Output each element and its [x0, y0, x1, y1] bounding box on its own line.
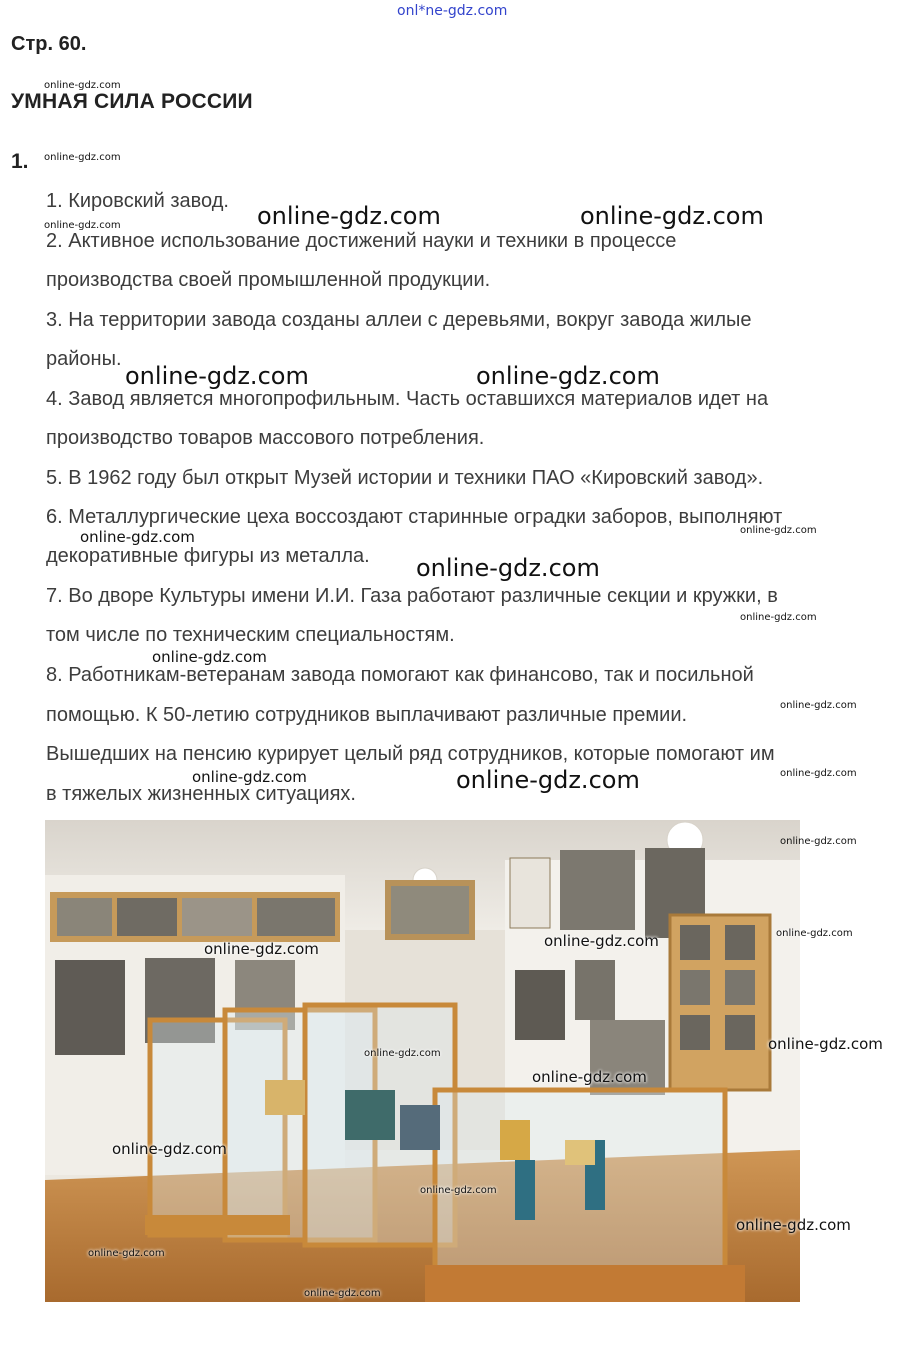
museum-photo — [45, 820, 800, 1302]
top-watermark: onl*ne-gdz.com — [397, 3, 508, 19]
watermark: online-gdz.com — [192, 768, 307, 786]
task-number: 1. — [11, 150, 29, 173]
answer-line: 4. Завод является многопрофильным. Часть оставшихся материалов идет на — [46, 388, 769, 410]
answer-line: 5. В 1962 году был открыт Музей истории и техники ПАО «Кировский завод». — [46, 467, 764, 489]
watermark: online-gdz.com — [112, 1140, 227, 1158]
watermark: online-gdz.com — [776, 928, 853, 939]
answer-line: том числе по техническим специальностям. — [46, 624, 455, 646]
watermark: online-gdz.com — [780, 700, 857, 711]
answer-line: 6. Металлургические цеха воссоздают старинные оградки заборов, выполняют — [46, 506, 783, 528]
watermark: online-gdz.com — [364, 1048, 441, 1059]
watermark: online-gdz.com — [44, 152, 121, 163]
watermark: online-gdz.com — [544, 932, 659, 950]
answer-line: 8. Работникам-ветеранам завода помогают как финансово, так и посильной — [46, 664, 754, 686]
answer-line: производство товаров массового потребления. — [46, 427, 485, 449]
watermark: online-gdz.com — [420, 1185, 497, 1196]
answer-line: помощью. К 50-летию сотрудников выплачивают различные премии. — [46, 704, 688, 726]
watermark: online-gdz.com — [88, 1248, 165, 1259]
watermark: online-gdz.com — [44, 80, 121, 91]
page-title: УМНАЯ СИЛА РОССИИ — [11, 90, 253, 113]
watermark: online-gdz.com — [416, 554, 600, 582]
watermark: online-gdz.com — [304, 1288, 381, 1299]
watermark: online-gdz.com — [125, 362, 309, 390]
answer-line: районы. — [46, 348, 122, 370]
watermark: online-gdz.com — [456, 766, 640, 794]
answer-line: 1. Кировский завод. — [46, 190, 229, 212]
watermark: online-gdz.com — [740, 525, 817, 536]
watermark: online-gdz.com — [740, 612, 817, 623]
answer-line: декоративные фигуры из металла. — [46, 545, 370, 567]
answer-line: 7. Во дворе Культуры имени И.И. Газа работают различные секции и кружки, в — [46, 585, 778, 607]
watermark: online-gdz.com — [736, 1216, 851, 1234]
answer-line: Вышедших на пенсию курирует целый ряд сотрудников, которые помогают им — [46, 743, 775, 765]
watermark: online-gdz.com — [532, 1068, 647, 1086]
watermark: online-gdz.com — [80, 528, 195, 546]
answer-line: 2. Активное использование достижений науки и техники в процессе — [46, 230, 677, 252]
watermark: online-gdz.com — [204, 940, 319, 958]
watermark: online-gdz.com — [152, 648, 267, 666]
page-label: Стр. 60. — [11, 33, 87, 55]
answer-line: производства своей промышленной продукции. — [46, 269, 491, 291]
answer-line: 3. На территории завода созданы аллеи с деревьями, вокруг завода жилые — [46, 309, 752, 331]
watermark: online-gdz.com — [768, 1035, 883, 1053]
watermark: online-gdz.com — [780, 836, 857, 847]
watermark: online-gdz.com — [780, 768, 857, 779]
watermark: online-gdz.com — [580, 202, 764, 230]
watermark: online-gdz.com — [257, 202, 441, 230]
answer-line: в тяжелых жизненных ситуациях. — [46, 783, 356, 805]
watermark: online-gdz.com — [44, 220, 121, 231]
watermark: online-gdz.com — [476, 362, 660, 390]
